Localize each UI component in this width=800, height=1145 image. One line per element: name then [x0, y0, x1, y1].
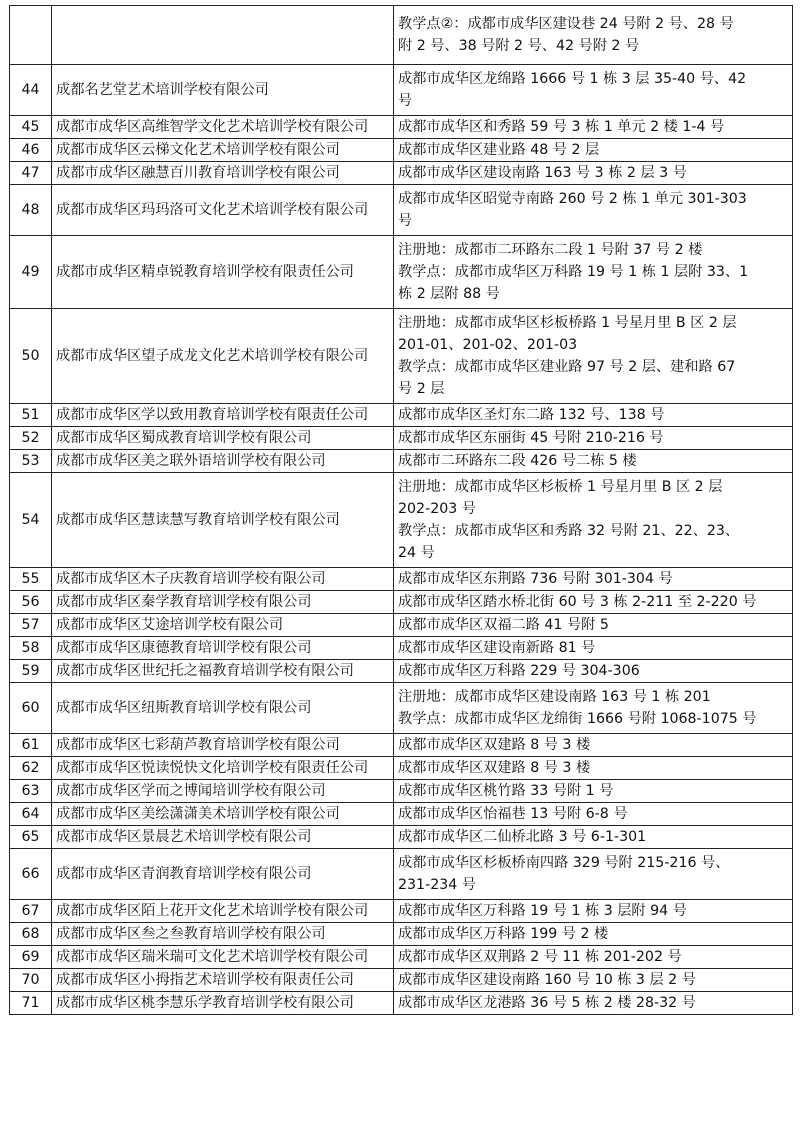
school-address — [394, 757, 793, 780]
school-name: 成都市成华区美之联外语培训学校有限公司 — [52, 450, 394, 473]
table-row — [10, 162, 793, 185]
table-row — [10, 780, 793, 803]
table-row — [10, 826, 793, 849]
address-line: 成都市二环路东二段 426 号二栋 5 楼 — [398, 453, 637, 469]
row-number: 59 — [10, 660, 52, 683]
table-row — [10, 591, 793, 614]
school-address — [394, 139, 793, 162]
table-row — [10, 309, 793, 404]
address-line: 注册地：成都市成华区杉板桥 1 号星月里 B 区 2 层 — [398, 479, 723, 495]
school-name: 成都市成华区康德教育培训学校有限公司 — [52, 637, 394, 660]
address-line: 教学点：成都市成华区万科路 19 号 1 栋 1 层附 33、1 — [398, 264, 749, 280]
table-row — [10, 404, 793, 427]
row-number: 69 — [10, 946, 52, 969]
school-address — [394, 849, 793, 900]
school-address — [394, 826, 793, 849]
address-line: 成都市成华区双荆路 2 号 11 栋 201-202 号 — [398, 949, 682, 965]
address-line: 231-234 号 — [398, 877, 476, 893]
school-name: 成都市成华区慧读慧写教育培训学校有限公司 — [52, 473, 394, 568]
school-address — [394, 637, 793, 660]
table-row — [10, 450, 793, 473]
school-name: 成都市成华区学以致用教育培训学校有限责任公司 — [52, 404, 394, 427]
school-address — [394, 780, 793, 803]
school-name: 成都市成华区世纪托之福教育培训学校有限公司 — [52, 660, 394, 683]
school-name: 成都市成华区学而之博闻培训学校有限公司 — [52, 780, 394, 803]
school-address — [394, 803, 793, 826]
row-number: 61 — [10, 734, 52, 757]
school-address — [394, 473, 793, 568]
address-line: 成都市成华区桃竹路 33 号附 1 号 — [398, 783, 614, 799]
address-line: 成都市成华区杉板桥南四路 329 号附 215-216 号、 — [398, 855, 730, 871]
table-body — [10, 6, 793, 1015]
school-address — [394, 683, 793, 734]
address-line: 成都市成华区建业路 48 号 2 层 — [398, 142, 600, 158]
school-address — [394, 923, 793, 946]
school-address — [394, 900, 793, 923]
school-address — [394, 65, 793, 116]
table-row — [10, 900, 793, 923]
table-row — [10, 568, 793, 591]
address-line: 成都市成华区踏水桥北街 60 号 3 栋 2-211 至 2-220 号 — [398, 594, 757, 610]
school-address — [394, 404, 793, 427]
address-line: 成都市成华区建设南路 160 号 10 栋 3 层 2 号 — [398, 972, 696, 988]
school-name: 成都市成华区青润教育培训学校有限公司 — [52, 849, 394, 900]
address-line: 成都市成华区东荆路 736 号附 301-304 号 — [398, 571, 673, 587]
address-line: 成都市成华区龙绵路 1666 号 1 栋 3 层 35-40 号、42 — [398, 71, 747, 87]
school-address — [394, 162, 793, 185]
school-name: 成都市成华区小拇指艺术培训学校有限责任公司 — [52, 969, 394, 992]
address-line: 成都市成华区双福二路 41 号附 5 — [398, 617, 609, 633]
row-number: 55 — [10, 568, 52, 591]
table-row — [10, 734, 793, 757]
address-line: 成都市成华区圣灯东二路 132 号、138 号 — [398, 407, 665, 423]
table-row — [10, 849, 793, 900]
address-line: 号 — [398, 93, 413, 109]
school-address — [394, 568, 793, 591]
table-row — [10, 923, 793, 946]
school-name: 成都市成华区瑞米瑞可文化艺术培训学校有限公司 — [52, 946, 394, 969]
school-address — [394, 450, 793, 473]
table-row — [10, 992, 793, 1015]
row-number: 47 — [10, 162, 52, 185]
table-row — [10, 757, 793, 780]
address-line: 成都市成华区和秀路 59 号 3 栋 1 单元 2 楼 1-4 号 — [398, 119, 725, 135]
school-name: 成都市成华区纽斯教育培训学校有限公司 — [52, 683, 394, 734]
row-number: 44 — [10, 65, 52, 116]
row-number: 49 — [10, 236, 52, 309]
row-number: 68 — [10, 923, 52, 946]
address-line: 成都市成华区昭觉寺南路 260 号 2 栋 1 单元 301-303 — [398, 191, 747, 207]
row-number: 62 — [10, 757, 52, 780]
address-line: 201-01、201-02、201-03 — [398, 337, 578, 353]
row-number: 48 — [10, 185, 52, 236]
table-row — [10, 427, 793, 450]
school-name: 成都市成华区美绘潇潇美术培训学校有限公司 — [52, 803, 394, 826]
school-name: 成都市成华区桃李慧乐学教育培训学校有限公司 — [52, 992, 394, 1015]
school-name: 成都市成华区玛玛洛可文化艺术培训学校有限公司 — [52, 185, 394, 236]
address-line: 成都市成华区万科路 19 号 1 栋 3 层附 94 号 — [398, 903, 687, 919]
table-row — [10, 116, 793, 139]
school-address — [394, 185, 793, 236]
school-name: 成都市成华区悦读悦快文化培训学校有限责任公司 — [52, 757, 394, 780]
row-number: 46 — [10, 139, 52, 162]
address-line: 教学点②：成都市成华区建设巷 24 号附 2 号、28 号 — [398, 16, 734, 32]
row-number: 63 — [10, 780, 52, 803]
address-line: 注册地：成都市二环路东二段 1 号附 37 号 2 楼 — [398, 242, 703, 258]
row-number: 58 — [10, 637, 52, 660]
table-row — [10, 139, 793, 162]
row-number: 70 — [10, 969, 52, 992]
school-address — [394, 427, 793, 450]
row-number — [10, 6, 52, 65]
address-line: 成都市成华区万科路 229 号 304-306 — [398, 663, 640, 679]
address-line: 附 2 号、38 号附 2 号、42 号附 2 号 — [398, 38, 640, 54]
school-address — [394, 969, 793, 992]
address-line: 202-203 号 — [398, 501, 476, 517]
address-line: 成都市成华区建设南新路 81 号 — [398, 640, 596, 656]
school-name: 成都市成华区蜀成教育培训学校有限公司 — [52, 427, 394, 450]
school-address — [394, 6, 793, 65]
table-row — [10, 185, 793, 236]
address-line: 成都市成华区建设南路 163 号 3 栋 2 层 3 号 — [398, 165, 687, 181]
address-line: 号 2 层 — [398, 381, 445, 397]
table-row — [10, 683, 793, 734]
row-number: 60 — [10, 683, 52, 734]
address-line: 栋 2 层附 88 号 — [398, 286, 500, 302]
school-address — [394, 309, 793, 404]
school-name: 成都市成华区秦学教育培训学校有限公司 — [52, 591, 394, 614]
school-address — [394, 614, 793, 637]
school-address — [394, 734, 793, 757]
address-line: 教学点：成都市成华区和秀路 32 号附 21、22、23、 — [398, 523, 740, 539]
row-number: 45 — [10, 116, 52, 139]
address-line: 成都市成华区万科路 199 号 2 楼 — [398, 926, 609, 942]
address-line: 注册地：成都市成华区建设南路 163 号 1 栋 201 — [398, 689, 711, 705]
table-row — [10, 6, 793, 65]
address-line: 号 — [398, 213, 413, 229]
school-address — [394, 992, 793, 1015]
school-name: 成都市成华区云梯文化艺术培训学校有限公司 — [52, 139, 394, 162]
table-row — [10, 637, 793, 660]
table-row — [10, 969, 793, 992]
table-row — [10, 65, 793, 116]
address-line: 教学点：成都市成华区龙绵街 1666 号附 1068-1075 号 — [398, 711, 757, 727]
address-line: 成都市成华区双建路 8 号 3 楼 — [398, 760, 591, 776]
school-name: 成都市成华区七彩葫芦教育培训学校有限公司 — [52, 734, 394, 757]
table-row — [10, 660, 793, 683]
school-list-table — [9, 5, 793, 1015]
school-name: 成都名艺堂艺术培训学校有限公司 — [52, 65, 394, 116]
school-address — [394, 236, 793, 309]
row-number: 54 — [10, 473, 52, 568]
table-row — [10, 614, 793, 637]
school-address — [394, 660, 793, 683]
table-row — [10, 473, 793, 568]
address-line: 成都市成华区东丽街 45 号附 210-216 号 — [398, 430, 664, 446]
address-line: 成都市成华区龙港路 36 号 5 栋 2 楼 28-32 号 — [398, 995, 696, 1011]
address-line: 注册地：成都市成华区杉板桥路 1 号星月里 B 区 2 层 — [398, 315, 737, 331]
row-number: 57 — [10, 614, 52, 637]
school-name: 成都市成华区望子成龙文化艺术培训学校有限公司 — [52, 309, 394, 404]
school-name: 成都市成华区精卓锐教育培训学校有限责任公司 — [52, 236, 394, 309]
school-name: 成都市成华区陌上花开文化艺术培训学校有限公司 — [52, 900, 394, 923]
row-number: 52 — [10, 427, 52, 450]
school-address — [394, 591, 793, 614]
school-name: 成都市成华区高维智学文化艺术培训学校有限公司 — [52, 116, 394, 139]
school-address — [394, 946, 793, 969]
school-name: 成都市成华区叁之叁教育培训学校有限公司 — [52, 923, 394, 946]
school-name: 成都市成华区艾途培训学校有限公司 — [52, 614, 394, 637]
row-number: 71 — [10, 992, 52, 1015]
address-line: 成都市成华区怡福巷 13 号附 6-8 号 — [398, 806, 628, 822]
table-row — [10, 946, 793, 969]
row-number: 51 — [10, 404, 52, 427]
address-line: 24 号 — [398, 545, 435, 561]
school-address — [394, 116, 793, 139]
row-number: 65 — [10, 826, 52, 849]
school-name: 成都市成华区景晨艺术培训学校有限公司 — [52, 826, 394, 849]
school-name — [52, 6, 394, 65]
row-number: 64 — [10, 803, 52, 826]
address-line: 教学点：成都市成华区建业路 97 号 2 层、建和路 67 — [398, 359, 736, 375]
school-name: 成都市成华区融慧百川教育培训学校有限公司 — [52, 162, 394, 185]
row-number: 67 — [10, 900, 52, 923]
address-line: 成都市成华区二仙桥北路 3 号 6-1-301 — [398, 829, 647, 845]
row-number: 50 — [10, 309, 52, 404]
table-row — [10, 803, 793, 826]
address-line: 成都市成华区双建路 8 号 3 楼 — [398, 737, 591, 753]
row-number: 66 — [10, 849, 52, 900]
table-row — [10, 236, 793, 309]
row-number: 56 — [10, 591, 52, 614]
row-number: 53 — [10, 450, 52, 473]
school-name: 成都市成华区木子庆教育培训学校有限公司 — [52, 568, 394, 591]
